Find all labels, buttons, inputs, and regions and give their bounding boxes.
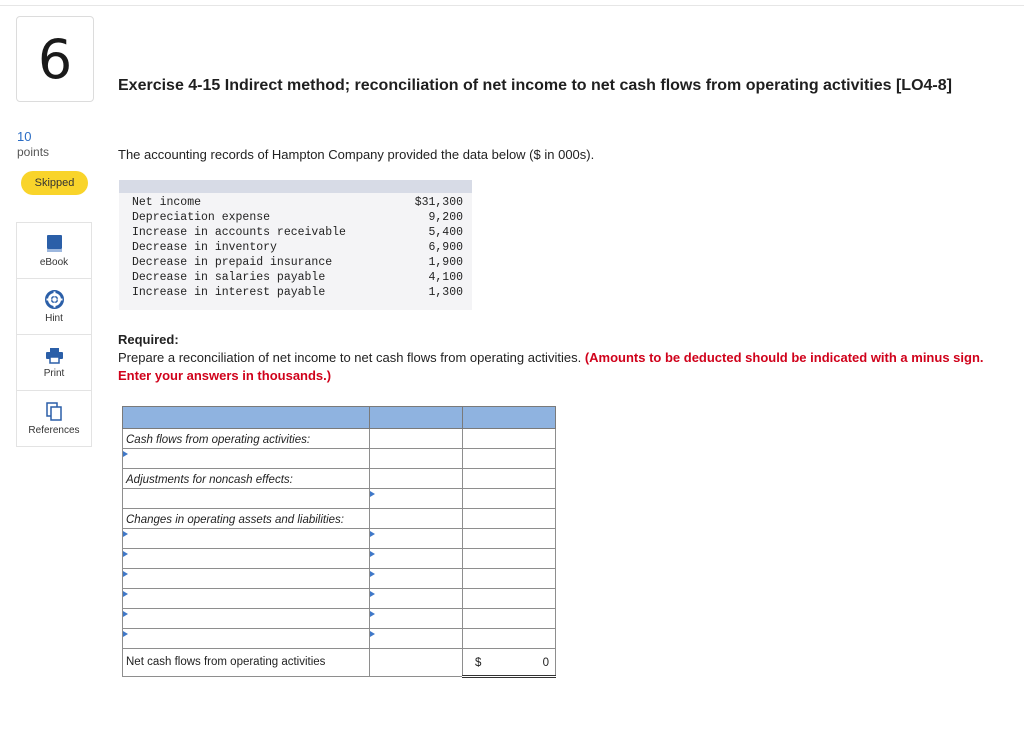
cash-flows-label: Cash flows from operating activities: <box>126 433 311 446</box>
label-dropdown[interactable] <box>123 529 370 549</box>
changes-label: Changes in operating assets and liabilities: <box>126 513 344 526</box>
print-label: Print <box>43 367 65 379</box>
data-value: 5,400 <box>428 226 463 239</box>
required-note: (Amounts to be deducted should be indicated with a minus sign. Enter your answers in thousands.) <box>118 350 984 383</box>
label-dropdown[interactable] <box>370 489 463 509</box>
label-dropdown[interactable] <box>123 609 370 629</box>
documents-icon <box>46 402 63 421</box>
total-row <box>123 649 556 677</box>
label-dropdown[interactable] <box>370 609 463 629</box>
data-row <box>119 210 472 225</box>
hint-button[interactable] <box>16 278 92 334</box>
label-dropdown[interactable] <box>123 629 370 649</box>
section-row <box>123 469 556 489</box>
dropdown-arrow-icon <box>370 551 375 557</box>
references-button[interactable] <box>16 390 92 447</box>
table-row <box>123 489 556 509</box>
table-row <box>123 569 556 589</box>
dropdown-arrow-icon <box>370 491 375 497</box>
dropdown-arrow-icon <box>370 611 375 617</box>
table-header-row <box>123 407 556 429</box>
section-row <box>123 509 556 529</box>
dropdown-arrow-icon <box>370 591 375 597</box>
label-dropdown[interactable] <box>123 589 370 609</box>
given-data-table <box>119 180 472 310</box>
data-value: 1,300 <box>428 286 463 299</box>
reconciliation-table <box>122 406 556 678</box>
data-value: 1,900 <box>428 256 463 269</box>
total-value: 0 <box>542 657 549 669</box>
amount-input[interactable] <box>463 609 556 629</box>
required-text: Prepare a reconciliation of net income to net cash flows from operating activities. <box>118 350 582 365</box>
data-value: $31,300 <box>414 196 463 209</box>
status-badge: Skipped <box>21 171 88 195</box>
data-row <box>119 255 472 270</box>
data-row <box>119 225 472 240</box>
exercise-intro: The accounting records of Hampton Company provided the data below ($ in 000s). <box>118 147 595 162</box>
label-dropdown[interactable] <box>123 449 370 469</box>
dropdown-arrow-icon <box>370 571 375 577</box>
question-number: 6 <box>16 16 94 102</box>
data-label: Increase in interest payable <box>132 286 326 299</box>
dropdown-arrow-icon <box>123 551 128 557</box>
amount-input[interactable] <box>463 549 556 569</box>
table-row <box>123 549 556 569</box>
data-label: Increase in accounts receivable <box>132 226 346 239</box>
ebook-label: eBook <box>39 256 69 268</box>
exercise-title: Exercise 4-15 Indirect method; reconciliation of net income to net cash flows from operating activities [LO4-8] <box>118 77 952 94</box>
label-dropdown[interactable] <box>370 589 463 609</box>
table-row <box>123 529 556 549</box>
amount-input[interactable] <box>463 529 556 549</box>
print-button[interactable] <box>16 334 92 390</box>
tools-panel <box>16 222 92 447</box>
dropdown-arrow-icon <box>123 611 128 617</box>
points-value: 10 <box>17 129 32 144</box>
required-heading: Required: <box>118 332 179 347</box>
label-dropdown[interactable] <box>123 569 370 589</box>
table-row <box>123 589 556 609</box>
data-value: 6,900 <box>428 241 463 254</box>
printer-icon <box>45 347 64 364</box>
label-dropdown[interactable] <box>370 549 463 569</box>
amount-input[interactable] <box>463 589 556 609</box>
hint-label: Hint <box>45 312 63 324</box>
dropdown-arrow-icon <box>123 591 128 597</box>
net-cash-flows-label: Net cash flows from operating activities <box>126 656 326 668</box>
table-row <box>123 629 556 649</box>
dropdown-arrow-icon <box>123 531 128 537</box>
data-label: Depreciation expense <box>132 211 271 224</box>
lifebuoy-icon <box>45 290 64 309</box>
references-label: References <box>28 424 80 436</box>
adjustments-label: Adjustments for noncash effects: <box>126 473 293 486</box>
data-label: Net income <box>132 196 202 209</box>
amount-input[interactable] <box>463 569 556 589</box>
data-value: 9,200 <box>428 211 463 224</box>
label-dropdown[interactable] <box>123 549 370 569</box>
table-row <box>123 449 556 469</box>
dropdown-arrow-icon <box>123 631 128 637</box>
data-label: Decrease in prepaid insurance <box>132 256 333 269</box>
data-row <box>119 240 472 255</box>
book-icon <box>46 234 63 253</box>
amount-input[interactable] <box>463 629 556 649</box>
points-label: points <box>17 145 50 159</box>
dropdown-arrow-icon <box>123 451 128 457</box>
data-row <box>119 270 472 285</box>
label-dropdown[interactable] <box>370 529 463 549</box>
label-dropdown[interactable] <box>370 629 463 649</box>
total-value-cell <box>463 649 556 677</box>
data-row <box>119 195 472 210</box>
dropdown-arrow-icon <box>370 631 375 637</box>
required-instructions <box>118 349 998 385</box>
dropdown-arrow-icon <box>123 571 128 577</box>
data-value: 4,100 <box>428 271 463 284</box>
section-row <box>123 429 556 449</box>
ebook-button[interactable] <box>16 222 92 278</box>
table-row <box>123 609 556 629</box>
dropdown-arrow-icon <box>370 531 375 537</box>
top-divider <box>0 5 1024 6</box>
amount-input[interactable] <box>463 449 556 469</box>
currency-symbol: $ <box>475 657 482 669</box>
amount-input[interactable] <box>463 489 556 509</box>
data-row <box>119 285 472 300</box>
label-dropdown[interactable] <box>370 569 463 589</box>
data-label: Decrease in salaries payable <box>132 271 326 284</box>
data-label: Decrease in inventory <box>132 241 277 254</box>
